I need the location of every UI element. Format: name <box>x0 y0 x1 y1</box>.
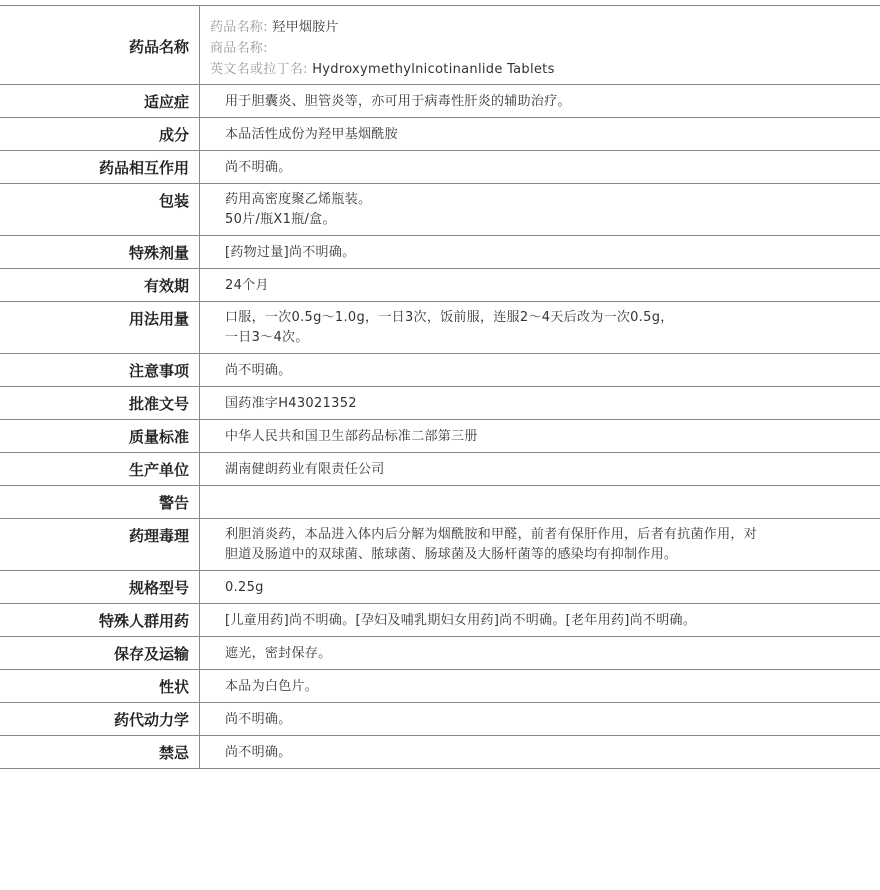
drug-name-cell <box>200 6 880 85</box>
row-label: 注意事项 <box>0 354 200 387</box>
row-label: 性状 <box>0 670 200 703</box>
spec-row <box>0 118 880 151</box>
row-value-line: 24个月 <box>225 278 269 293</box>
spec-row <box>0 420 880 453</box>
row-value-line: 本品活性成份为羟甲基烟酰胺 <box>225 127 398 142</box>
row-value-line: 尚不明确。 <box>225 160 292 175</box>
row-value-line: 口服，一次0.5g～1.0g，一日3次，饭前服，连服2～4天后改为一次0.5g， <box>225 310 674 325</box>
spec-row <box>0 302 880 354</box>
row-value-line: 尚不明确。 <box>225 712 292 727</box>
spec-row <box>0 151 880 184</box>
row-value-line: 遮光，密封保存。 <box>225 646 332 661</box>
row-value <box>200 354 880 387</box>
row-label: 特殊人群用药 <box>0 604 200 637</box>
english-name-label: 英文名或拉丁名: <box>210 62 308 77</box>
row-label: 药理毒理 <box>0 519 200 571</box>
english-name-line <box>210 59 880 80</box>
row-value <box>200 571 880 604</box>
row-value-line: 一日3～4次。 <box>225 330 309 345</box>
spec-row <box>0 486 880 519</box>
row-value <box>200 118 880 151</box>
spec-row <box>0 670 880 703</box>
row-label: 药代动力学 <box>0 703 200 736</box>
generic-name-label: 药品名称: <box>210 20 268 35</box>
row-value <box>200 670 880 703</box>
spec-row <box>0 604 880 637</box>
row-label: 质量标准 <box>0 420 200 453</box>
row-value <box>200 736 880 769</box>
spec-row <box>0 387 880 420</box>
spec-row <box>0 354 880 387</box>
row-value <box>200 269 880 302</box>
row-label: 有效期 <box>0 269 200 302</box>
row-value <box>200 453 880 486</box>
row-label: 保存及运输 <box>0 637 200 670</box>
row-value-line: 药用高密度聚乙烯瓶装。 <box>225 192 372 207</box>
row-label: 用法用量 <box>0 302 200 354</box>
row-value-line: 尚不明确。 <box>225 745 292 760</box>
row-value <box>200 519 880 571</box>
row-value-line: [药物过量]尚不明确。 <box>225 245 356 260</box>
spec-row <box>0 703 880 736</box>
row-label: 药品相互作用 <box>0 151 200 184</box>
row-value-line: 中华人民共和国卫生部药品标准二部第三册 <box>225 429 478 444</box>
drug-spec-table-body <box>0 6 880 769</box>
spec-row <box>0 236 880 269</box>
row-value <box>200 604 880 637</box>
row-value <box>200 236 880 269</box>
row-value-line: 0.25g <box>225 580 264 595</box>
row-label: 包装 <box>0 184 200 236</box>
row-value-line: 湖南健朗药业有限责任公司 <box>225 462 385 477</box>
row-value-line: 本品为白色片。 <box>225 679 319 694</box>
generic-name-line <box>210 17 880 38</box>
row-value <box>200 637 880 670</box>
row-value <box>200 184 880 236</box>
spec-row <box>0 736 880 769</box>
row-label: 批准文号 <box>0 387 200 420</box>
row-value-line: [儿童用药]尚不明确。[孕妇及哺乳期妇女用药]尚不明确。[老年用药]尚不明确。 <box>225 613 697 628</box>
row-value <box>200 420 880 453</box>
trade-name-label: 商品名称: <box>210 41 268 56</box>
row-label: 禁忌 <box>0 736 200 769</box>
row-label: 特殊剂量 <box>0 236 200 269</box>
spec-row <box>0 269 880 302</box>
generic-name-value: 羟甲烟胺片 <box>272 20 339 35</box>
row-value-line: 用于胆囊炎、胆管炎等，亦可用于病毒性肝炎的辅助治疗。 <box>225 94 571 109</box>
row-value-line: 胆道及肠道中的双球菌、脓球菌、肠球菌及大肠杆菌等的感染均有抑制作用。 <box>225 547 678 562</box>
spec-row <box>0 519 880 571</box>
drug-name-row <box>0 6 880 85</box>
drug-spec-table <box>0 5 880 769</box>
spec-row <box>0 637 880 670</box>
spec-row <box>0 85 880 118</box>
spec-row <box>0 453 880 486</box>
row-value <box>200 387 880 420</box>
english-name-value: Hydroxymethylnicotinanlide Tablets <box>312 62 555 77</box>
row-value <box>200 302 880 354</box>
row-value-line: 50片/瓶X1瓶/盒。 <box>225 212 336 227</box>
spec-row <box>0 571 880 604</box>
row-label: 警告 <box>0 486 200 519</box>
row-value <box>200 703 880 736</box>
row-label: 药品名称 <box>0 6 200 85</box>
trade-name-line <box>210 38 880 59</box>
row-label: 成分 <box>0 118 200 151</box>
row-value <box>200 151 880 184</box>
row-label: 生产单位 <box>0 453 200 486</box>
row-value <box>200 486 880 519</box>
row-label: 规格型号 <box>0 571 200 604</box>
row-label: 适应症 <box>0 85 200 118</box>
row-value <box>200 85 880 118</box>
row-value-line: 国药准字H43021352 <box>225 396 357 411</box>
spec-row <box>0 184 880 236</box>
row-value-line: 利胆消炎药，本品进入体内后分解为烟酰胺和甲醛，前者有保肝作用，后者有抗菌作用，对 <box>225 527 758 542</box>
row-value-line: 尚不明确。 <box>225 363 292 378</box>
